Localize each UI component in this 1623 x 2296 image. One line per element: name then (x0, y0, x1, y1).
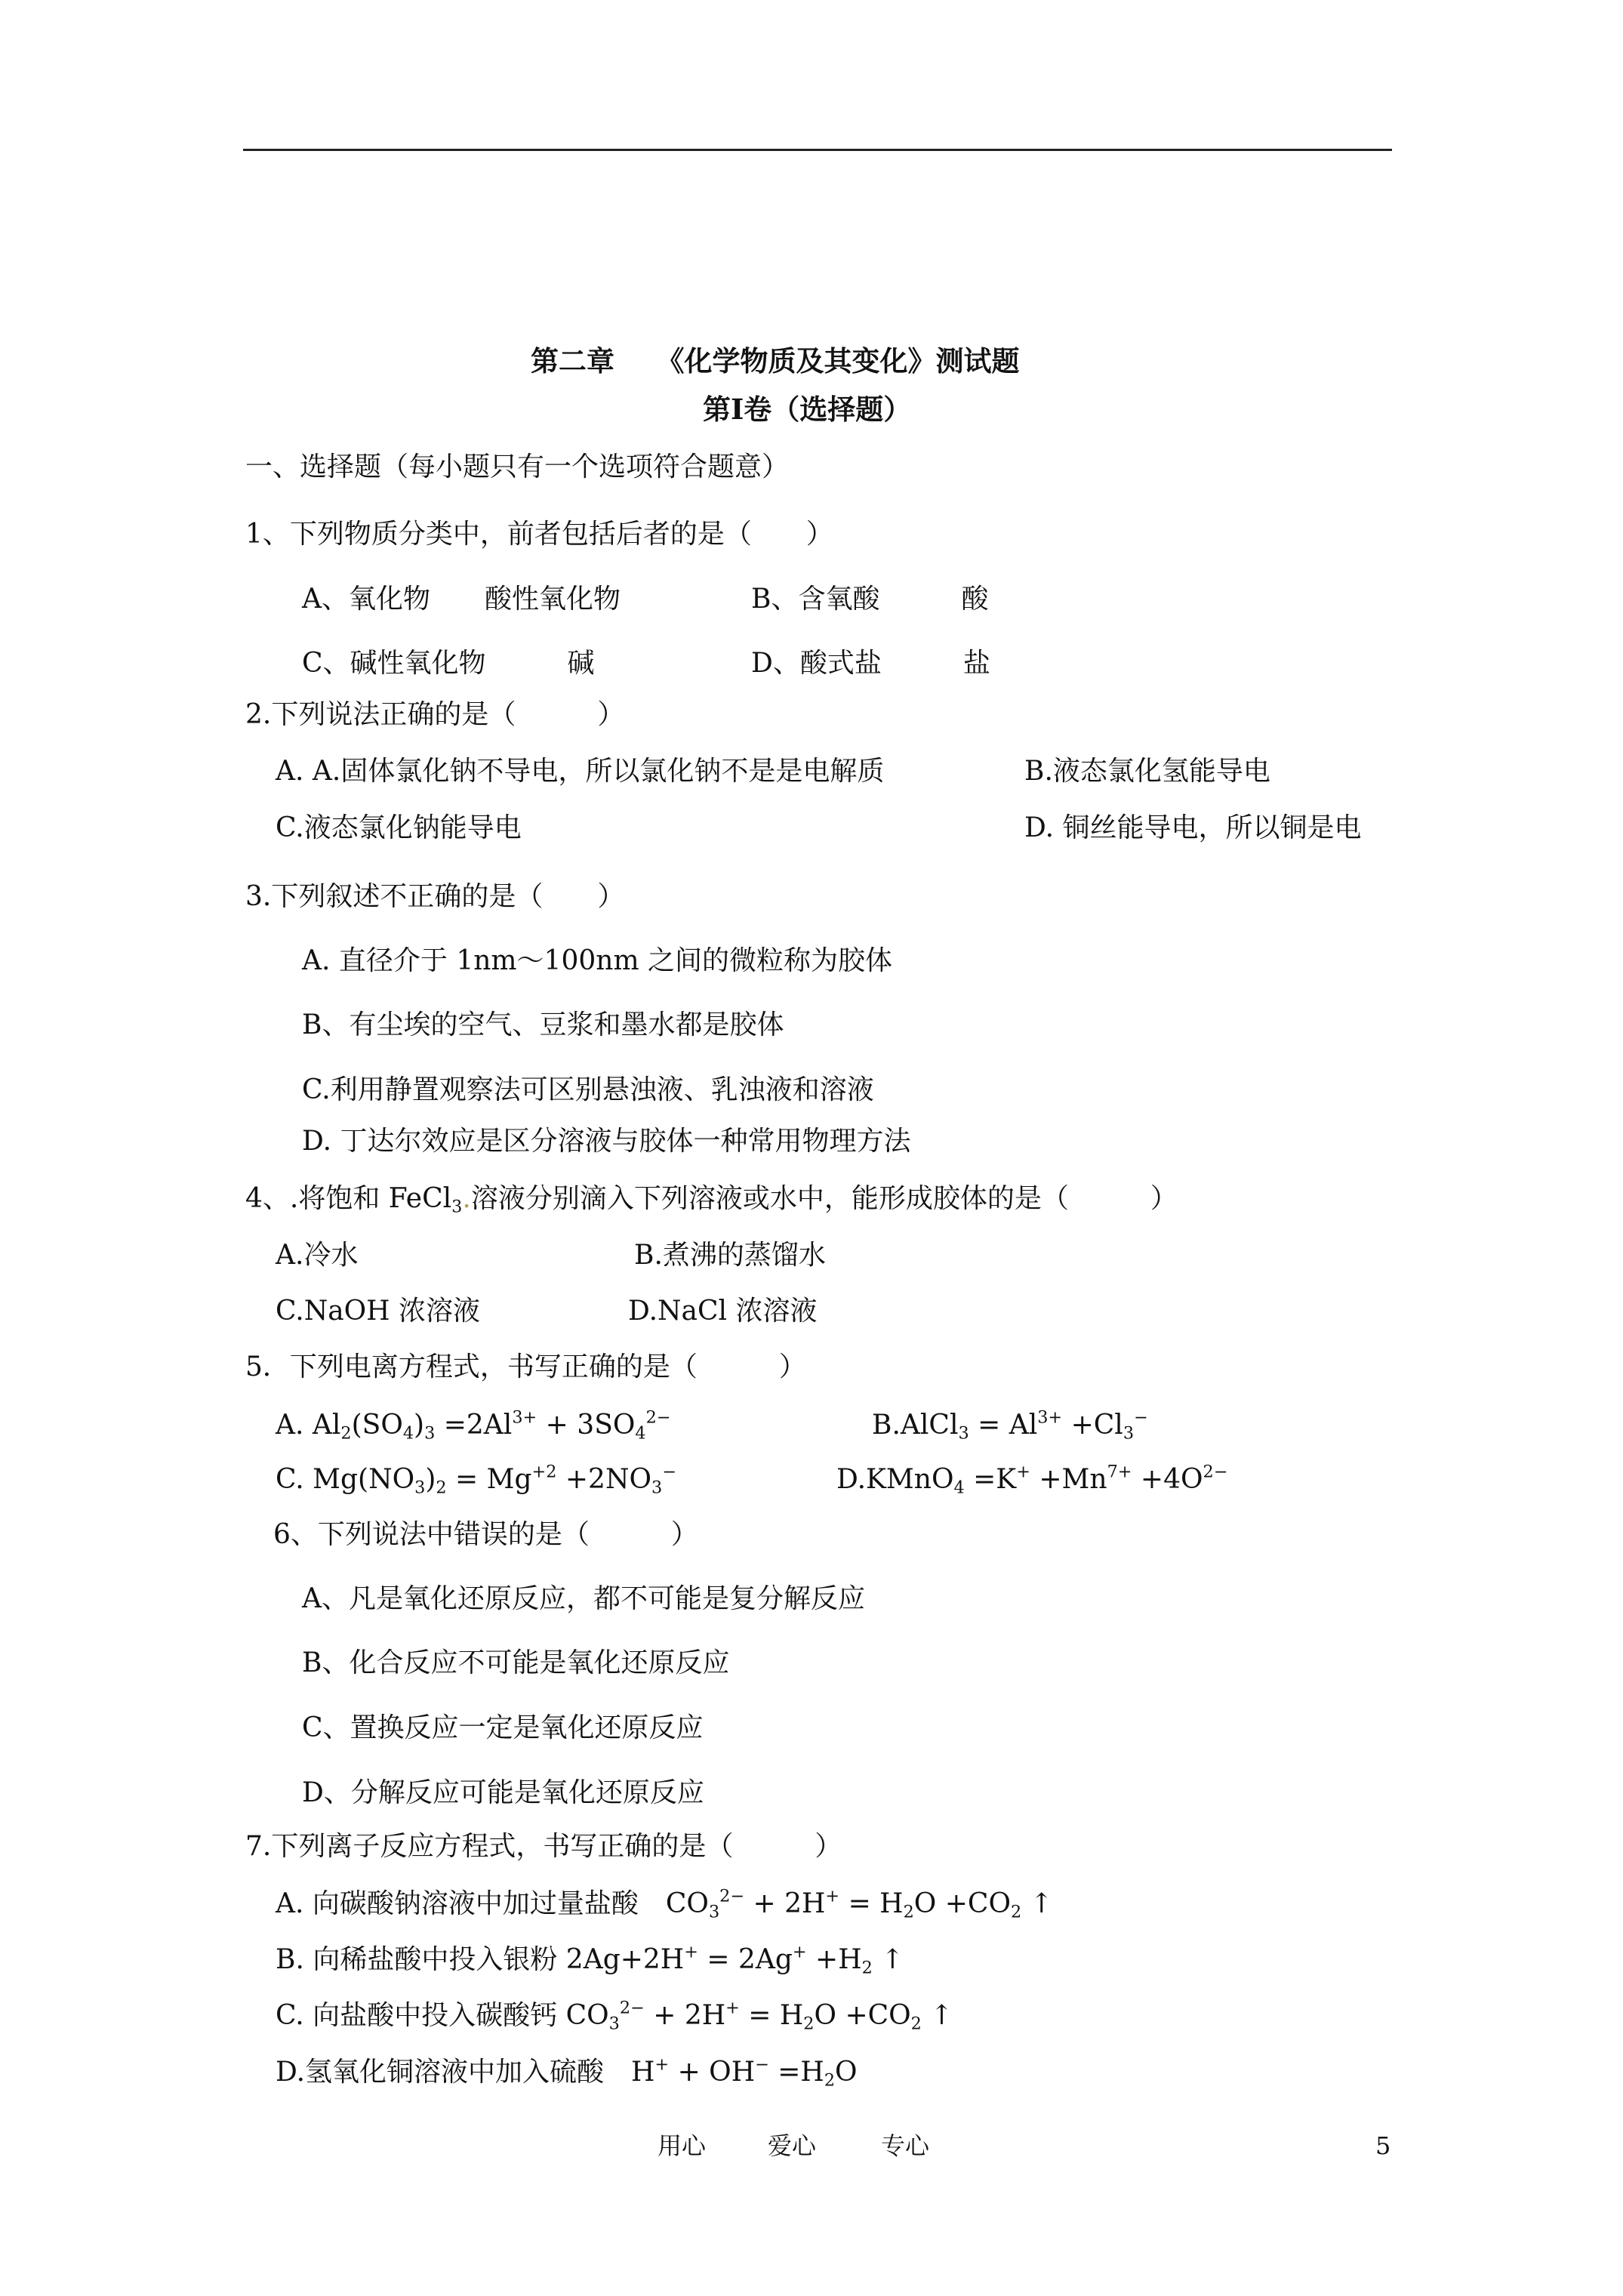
question-6-stem: 6、下列说法中错误的是（ ） (273, 1519, 698, 1550)
question-4-option-a: A.冷水 (276, 1240, 359, 1271)
question-3-option-a: A. 直径介于 1nm～100nm 之间的微粒称为胶体 (302, 945, 893, 976)
question-5-option-a: A. $Al_2(SO_4)_3 =2Al^{3+} + 3SO_4^{2-}$ (276, 1407, 671, 1444)
footer-motto-3: 专心 (881, 2131, 930, 2160)
question-1-option-c: C、碱性氧化物 碱 (302, 648, 595, 679)
question-1-option-b: B、含氧酸 酸 (751, 584, 989, 615)
question-7-option-c: C. 向盐酸中投入碳酸钙 $CO_3^{2-} + 2H^+ = H_2O +CO_2$ ↑ (276, 1998, 953, 2034)
question-3-option-b: B、有尘埃的空气、豆浆和墨水都是胶体 (302, 1009, 784, 1040)
question-4-option-c: C.NaOH 浓溶液 (276, 1296, 481, 1327)
question-2-stem: 2.下列说法正确的是（ ） (245, 699, 625, 730)
question-1-option-a: A、氧化物 酸性氧化物 (302, 584, 621, 615)
question-6-option-c: C、置换反应一定是氧化还原反应 (302, 1712, 704, 1743)
question-3-option-c: C.利用静置观察法可区别悬浊液、乳浊液和溶液 (302, 1074, 874, 1105)
question-7-option-b: B. 向稀盐酸中投入银粉 $2Ag+2H^+ = 2Ag^+ +H_2$ ↑ (276, 1942, 904, 1978)
question-5-stem: 5．下列电离方程式，书写正确的是（ ） (245, 1351, 806, 1382)
question-1-option-d: D、酸式盐 盐 (751, 648, 990, 679)
question-2-option-d: D. 铜丝能导电，所以铜是电 (1024, 812, 1362, 843)
page-subtitle: 第Ⅰ卷（选择题） (703, 393, 912, 426)
question-6-option-b: B、化合反应不可能是氧化还原反应 (302, 1647, 730, 1678)
question-1-stem: 1、下列物质分类中，前者包括后者的是（ ） (245, 519, 833, 550)
question-2-option-a: A. A.固体氯化钠不导电，所以氯化钠不是是电解质 (276, 756, 885, 787)
question-6-option-d: D、分解反应可能是氧化还原反应 (302, 1777, 704, 1808)
page-title: 第二章 《化学物质及其变化》测试题 (531, 344, 1020, 378)
footer-motto-2: 爱心 (768, 2131, 817, 2160)
section-heading: 一、选择题（每小题只有一个选项符合题意） (245, 451, 790, 482)
page-number: 5 (1375, 2131, 1391, 2160)
question-4-stem: 4、.将饱和 FeCl$_3$.溶液分别滴入下列溶液或水中，能形成胶体的是（ ） (245, 1183, 1178, 1217)
question-4-option-d: D.NaCl 浓溶液 (628, 1296, 818, 1327)
question-5-option-b: B.AlCl$_3$ = $Al^{3+} +Cl_3^-$ (872, 1407, 1148, 1444)
header-rule (243, 149, 1392, 151)
question-6-option-a: A、凡是氧化还原反应，都不可能是复分解反应 (302, 1583, 865, 1614)
question-7-option-a: A. 向碳酸钠溶液中加过量盐酸 $CO_3^{2-} + 2H^+ = H_2O +CO_2$ ↑ (276, 1886, 1053, 1922)
question-5-option-c: C. $Mg(NO_3)_2 = Mg^{+2} +2NO_3^-$ (276, 1462, 676, 1498)
question-7-stem: 7.下列离子反应方程式，书写正确的是（ ） (245, 1831, 842, 1862)
footer-motto-1: 用心 (658, 2131, 707, 2160)
question-2-option-b: B.液态氯化氢能导电 (1024, 756, 1270, 787)
question-5-option-d: D.KMnO$_4$ $=K^+ +Mn^{7+} +4O^{2-}$ (836, 1462, 1228, 1498)
question-4-option-b: B.煮沸的蒸馏水 (634, 1240, 826, 1271)
question-3-option-d: D. 丁达尔效应是区分溶液与胶体一种常用物理方法 (302, 1126, 911, 1157)
question-7-option-d: D.氢氧化铜溶液中加入硫酸 $H^+ + OH^- =H_2O$ (276, 2054, 858, 2091)
question-3-stem: 3.下列叙述不正确的是（ ） (245, 881, 625, 912)
question-2-option-c: C.液态氯化钠能导电 (276, 812, 522, 843)
